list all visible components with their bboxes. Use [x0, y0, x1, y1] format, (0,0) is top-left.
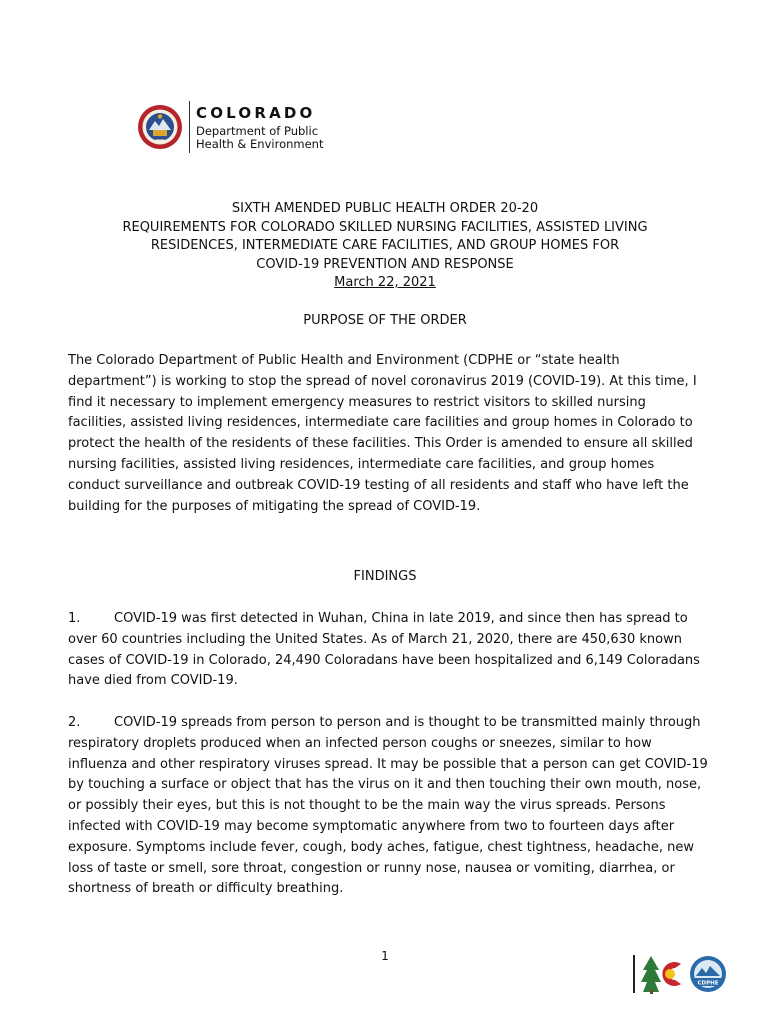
logo-department-line-1: Department of Public: [196, 123, 319, 138]
badge-text: CDPHE: [697, 980, 719, 987]
colorado-tree-flag-icon: [641, 954, 687, 994]
cdphe-header-logo: [137, 100, 323, 154]
logo-department-line-2: Health & Environment: [196, 136, 324, 151]
purpose-heading: PURPOSE OF THE ORDER: [303, 313, 467, 328]
finding-text: COVID-19 was first detected in Wuhan, China in late 2019, and since then has spread to over 60 countries including the United States. As of March 21, 2020, there are 450,630 known cases of COVID-19 in Colorado, 24,490 Coloradans have been hospitalized and 6,149 Coloradans have died from COVID-19.: [68, 611, 700, 689]
order-title-line-4: COVID-19 PREVENTION AND RESPONSE: [256, 256, 514, 272]
finding-item-2: [68, 713, 708, 900]
colorado-state-seal-icon: [137, 104, 183, 150]
finding-number: 2.: [68, 715, 81, 730]
footer-divider: [633, 955, 635, 993]
findings-heading: FINDINGS: [353, 569, 417, 584]
finding-number: 1.: [68, 611, 81, 626]
finding-item-1: [68, 609, 708, 692]
footer-logos: [633, 952, 729, 996]
logo-divider: [189, 101, 190, 153]
cdphe-badge-icon: [687, 954, 729, 994]
purpose-paragraph: The Colorado Department of Public Health and Environment (CDPHE or “state health department”) is working to stop the spread of novel coronavirus 2019 (COVID-19). At this time, I find it necessary to implement emergency measures to restrict visitors to skilled nursing facilities, assisted living residences, intermediate care facilities and group homes in Colorado to protect the health of the residents of these facilities. This Order is amended to ensure all skilled nursing facilities, assisted living residences, intermediate care facilities, and group homes conduct surveillance and outbreak COVID-19 testing of all residents and staff who have left the building for the purposes of mitigating the spread of COVID-19.: [68, 353, 697, 514]
logo-state-name: COLORADO: [196, 103, 316, 122]
order-title-line-1: SIXTH AMENDED PUBLIC HEALTH ORDER 20-20: [231, 201, 539, 216]
finding-text: COVID-19 spreads from person to person and is thought to be transmitted mainly through respiratory droplets produced when an infected person coughs or sneezes, similar to how influenza and other respiratory viruses spread. It may be possible that a person can get COVID-19 by touching a surface or object that has the virus on it and then touching their own mouth, nose, or possibly their eyes, but this is not thought to be the main way the virus spreads. Persons infected with COVID-19 may become symptomatic anywhere from two to fourteen days after exposure. Symptoms include fever, cough, body aches, fatigue, chest tightness, headache, new loss of taste or smell, sore throat, congestion or runny nose, nausea or vomiting, diarrhea, or shortness of breath or difficulty breathing.: [68, 715, 708, 897]
order-date: March 22, 2021: [334, 275, 436, 290]
order-title-line-2: REQUIREMENTS FOR COLORADO SKILLED NURSING FACILITIES, ASSISTED LIVING: [122, 219, 648, 235]
page-number: 1: [381, 949, 389, 963]
order-title-block: [100, 200, 670, 293]
order-title-line-3: RESIDENCES, INTERMEDIATE CARE FACILITIES, AND GROUP HOMES FOR: [150, 238, 620, 253]
